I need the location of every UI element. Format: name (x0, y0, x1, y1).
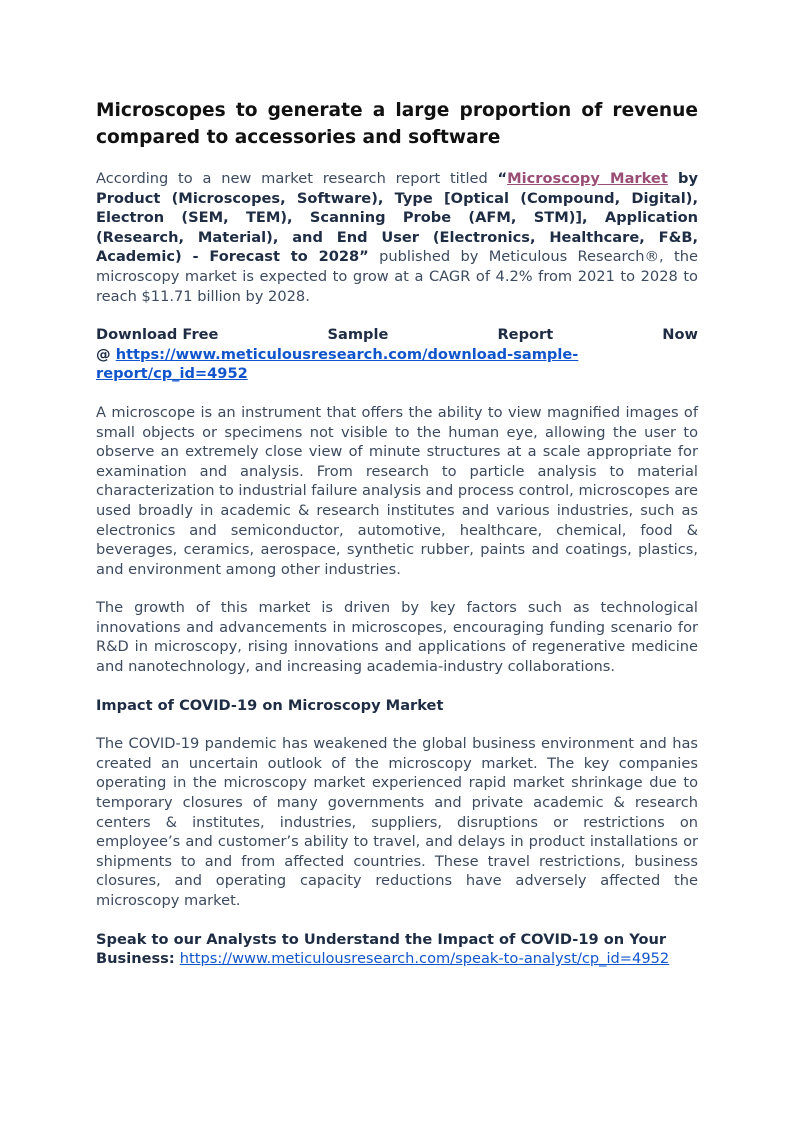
download-word-3: Report (497, 326, 554, 344)
download-url-line (96, 345, 698, 384)
document-page (96, 97, 698, 988)
intro-prefix: According to a new market research report titled (96, 170, 498, 187)
download-word-4: Now (662, 326, 698, 344)
quote-open: “ (497, 170, 508, 187)
download-sample-link[interactable]: https://www.meticulousresearch.com/download-sample-report/cp_id=4952 (96, 345, 579, 383)
covid-heading: Impact of COVID-19 on Microscopy Market (96, 696, 444, 714)
report-title: by Product (Microscopes, Software), Type [Optical (Compound, Digital), Electron (SEM, TEM), Scanning Probe (AFM, STM)], Application (Research, Material), and End User (Electronics, Healthcare, F&B, Academic) - Forecast to 2028” (96, 170, 698, 266)
growth-paragraph: The growth of this market is driven by key factors such as technological innovations and advancements in microscopes, encouraging funding scenario for R&D in microscopy, rising innovations and applications of regenerative medicine and nanotechnology, and increasing academia-industry collaborations. (96, 599, 698, 676)
intro-suffix: published by Meticulous Research®, the microscopy market is expected to grow at a CAGR of 4.2% from 2021 to 2028 to reach $11.71 billion by 2028. (96, 248, 699, 305)
intro-paragraph (96, 169, 698, 306)
covid-paragraph: The COVID-19 pandemic has weakened the global business environment and has created an uncertain outlook of the microscopy market. The key companies operating in the microscopy market experienced rapid market shrinkage due to temporary closures of many governments and private academic & research centers & institutes, industries, suppliers, disruptions or restrictions on employee’s and customer’s ability to travel, and delays in product installations or shipments to and from affected countries. These travel restrictions, business closures, and operating capacity reductions have adversely affected the microscopy market. (96, 735, 698, 909)
speak-to-analyst-link[interactable]: https://www.meticulousresearch.com/speak-to-analyst/cp_id=4952 (179, 950, 670, 968)
download-at: @ (96, 345, 116, 363)
microscopy-market-link[interactable]: Microscopy Market (507, 170, 668, 187)
download-sample-label (96, 325, 698, 345)
analyst-paragraph (96, 930, 698, 969)
download-word-1: Download Free (96, 326, 219, 344)
download-sample-block (96, 325, 698, 384)
page-title: Microscopes to generate a large proportion of revenue compared to accessories and software (96, 100, 698, 148)
download-word-2: Sample (327, 326, 389, 344)
microscope-paragraph: A microscope is an instrument that offers the ability to view magnified images of small objects or specimens not visible to the human eye, allowing the user to observe an extremely close view of minute structures at a scale appropriate for examination and analysis. From research to particle analysis to material characterization to industrial failure analysis and process control, microscopes are used broadly in academic & research institutes and various industries, such as electronics and semiconductor, automotive, healthcare, chemical, food & beverages, ceramics, aerospace, synthetic rubber, paints and coatings, plastics, and environment among other industries. (96, 403, 698, 578)
analyst-lead: Speak to our Analysts to Understand the Impact of COVID-19 on Your Business: (96, 930, 667, 968)
